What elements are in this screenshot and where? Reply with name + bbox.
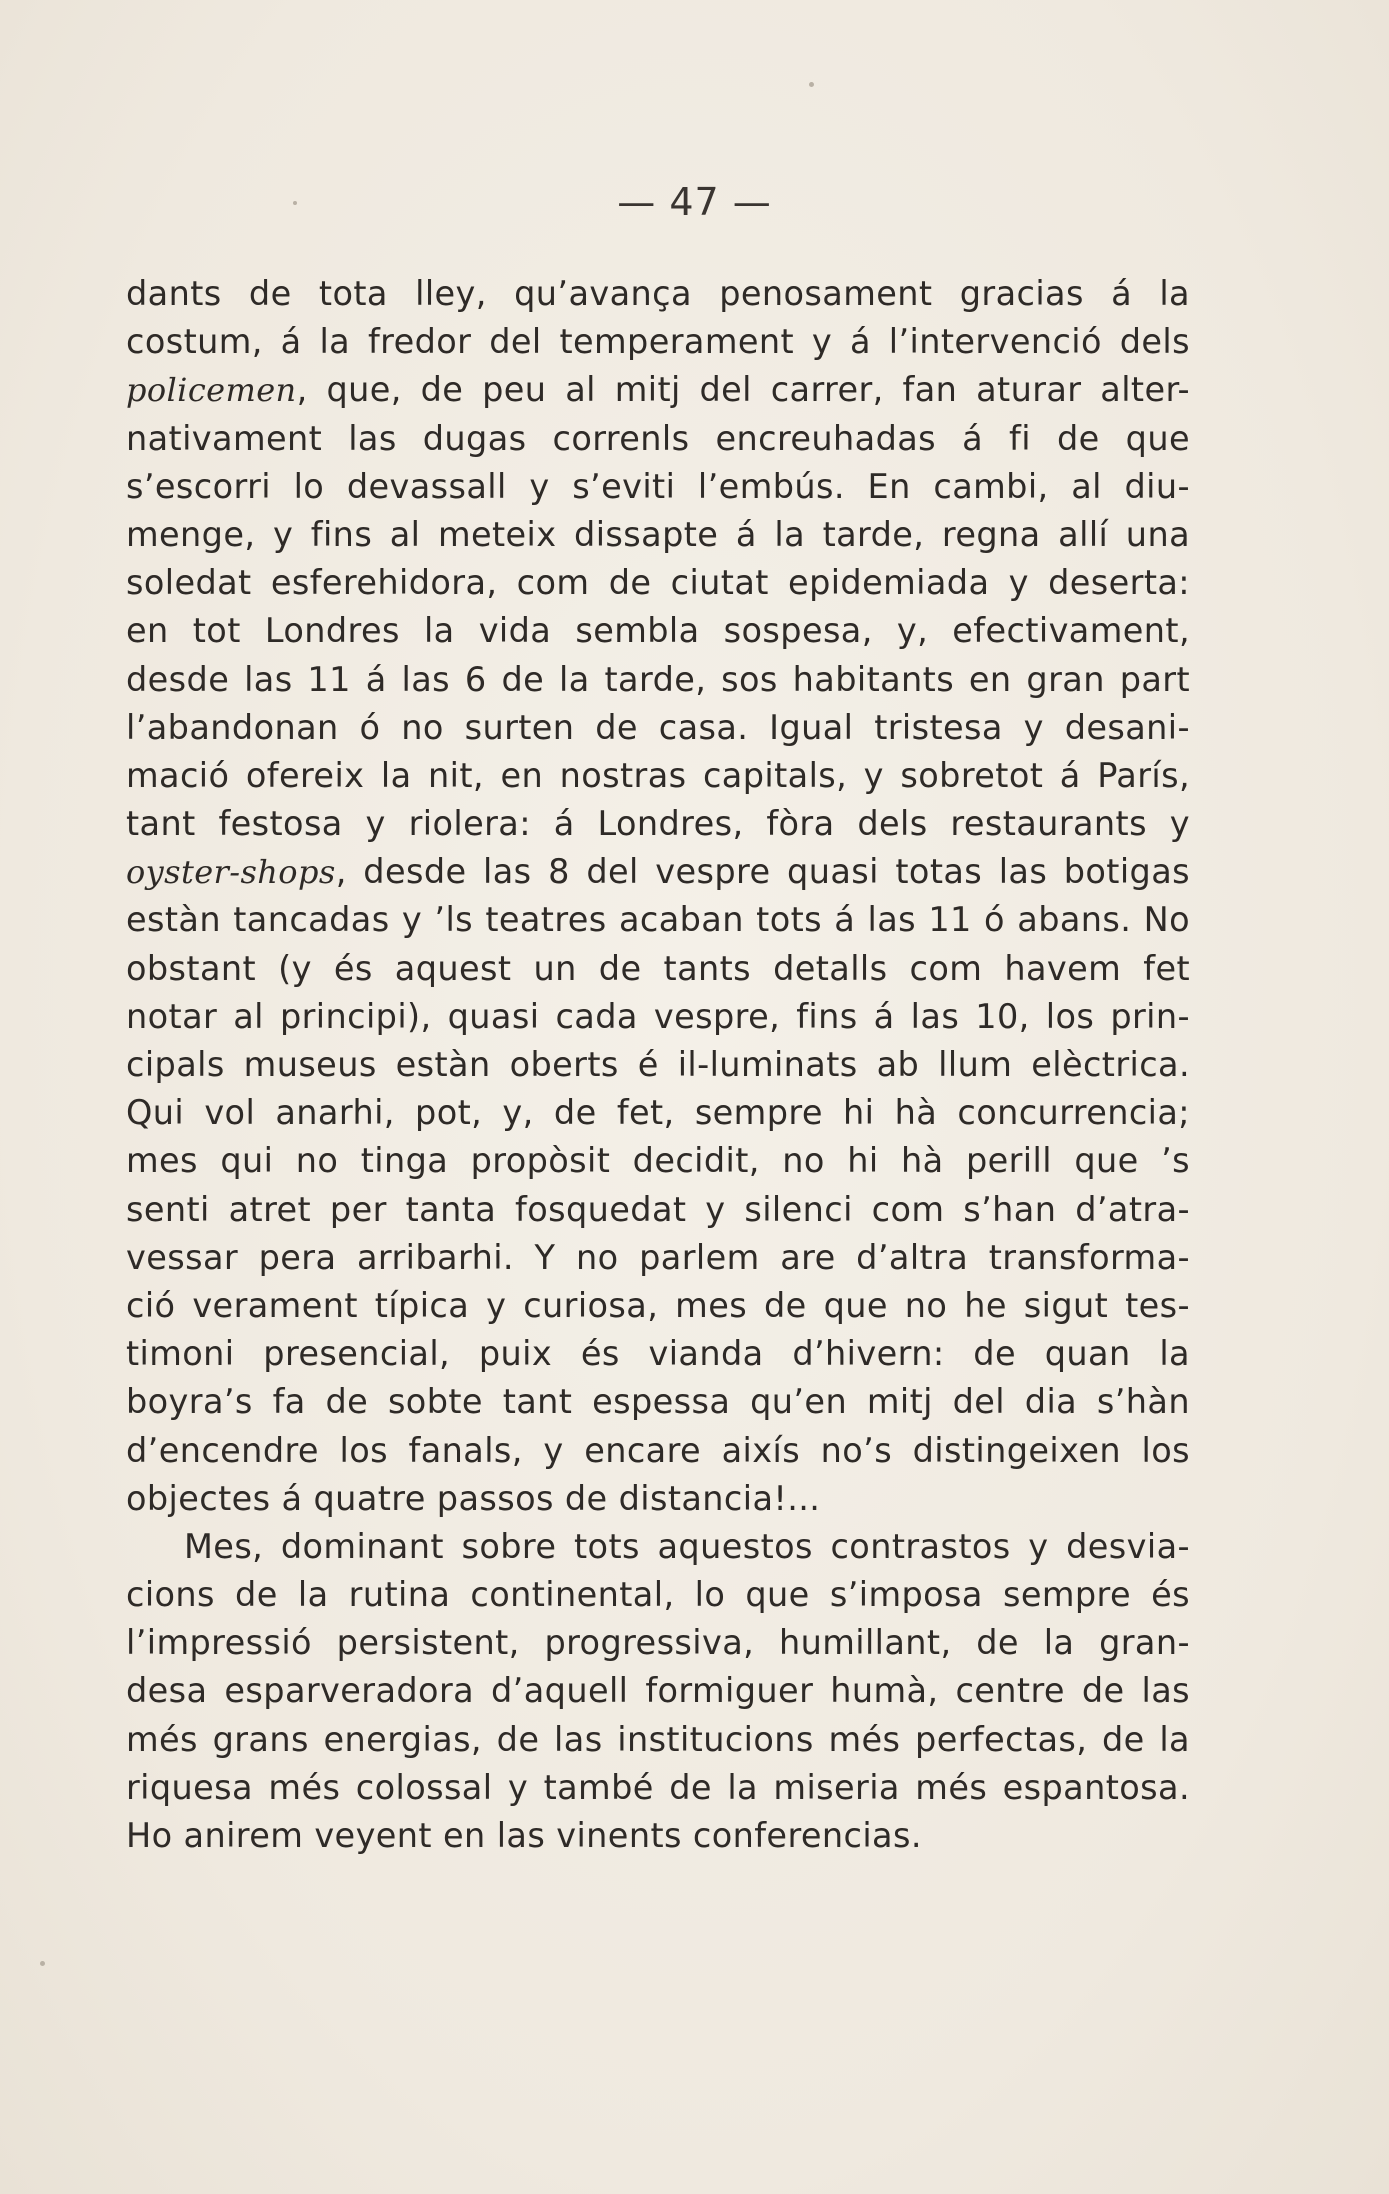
text-line: [126, 1764, 1190, 1812]
text-segment: ció verament típica y curiosa, mes de que no he sigut tes-: [126, 1285, 1190, 1325]
text-segment: senti atret per tanta fosquedat y silenci com s’han d’atra-: [126, 1189, 1190, 1229]
text-line: [126, 704, 1190, 752]
text-line: [126, 945, 1190, 993]
paper-speck: [40, 1961, 45, 1966]
text-segment: mes qui no tinga propòsit decidit, no hi hà perill que ’s: [126, 1141, 1190, 1181]
text-line: [126, 896, 1190, 944]
text-line: [126, 607, 1190, 655]
text-segment: dants de tota lley, qu’avança penosament gracias á la: [126, 274, 1190, 313]
text-segment: , desde las 8 del vespre quasi totas las botigas: [335, 852, 1190, 892]
text-line: [126, 1282, 1190, 1330]
text-line: [126, 1041, 1190, 1089]
text-segment: l’abandonan ó no surten de casa. Igual tristesa y desani-: [126, 707, 1190, 747]
text-segment: cipals museus estàn oberts é il-luminats ab llum elèctrica.: [126, 1045, 1190, 1084]
italic-term: oyster-shops: [126, 853, 336, 892]
text-segment: més grans energias, de las institucions més perfectas, de la: [126, 1719, 1190, 1759]
text-segment: s’escorri lo devassall y s’eviti l’embús. En cambi, al diu-: [126, 466, 1190, 506]
text-segment: l’impressió persistent, progressiva, humillant, de la gran-: [126, 1623, 1190, 1663]
text-segment: boyra’s fa de sobte tant espessa qu’en mitj del dia s’hàn: [126, 1382, 1190, 1422]
text-line: [126, 1378, 1190, 1426]
text-line: [126, 415, 1190, 463]
text-line: [126, 1475, 1190, 1523]
text-segment: menge, y fins al meteix dissapte á la tarde, regna allí una: [126, 514, 1190, 554]
text-line: [126, 270, 1190, 318]
text-segment: notar al principi), quasi cada vespre, fins á las 10, los prin-: [126, 996, 1190, 1036]
text-segment: objectes á quatre passos de distancia!...: [126, 1478, 821, 1518]
text-line: [126, 1186, 1190, 1234]
text-segment: soledat esferehidora, com de ciutat epidemiada y deserta:: [126, 563, 1190, 603]
text-line: [126, 559, 1190, 607]
text-segment: nativament las dugas correnls encreuhadas á fi de que: [126, 418, 1190, 458]
text-segment: en tot Londres la vida sembla sospesa, y, efectivament,: [126, 611, 1190, 651]
text-segment: costum, á la fredor del temperament y á l’intervenció dels: [126, 322, 1190, 362]
text-segment: d’encendre los fanals, y encare aixís no’s distingeixen los: [126, 1430, 1190, 1470]
text-line: [126, 1523, 1190, 1571]
text-line: [126, 800, 1190, 848]
text-line: [126, 1089, 1190, 1137]
page-number: — 47 —: [617, 180, 772, 224]
text-line: [126, 511, 1190, 559]
text-line: [126, 656, 1190, 704]
paper-speck: [809, 82, 814, 87]
text-segment: Mes, dominant sobre tots aquestos contrastos y desvia-: [184, 1526, 1190, 1566]
body-text: [126, 270, 1190, 1860]
text-line: [126, 1716, 1190, 1764]
text-line: [126, 1234, 1190, 1282]
text-segment: Qui vol anarhi, pot, y, de fet, sempre hi hà concurrencia;: [126, 1093, 1190, 1133]
text-segment: cions de la rutina continental, lo que s’imposa sempre és: [126, 1575, 1190, 1615]
text-segment: mació ofereix la nit, en nostras capitals, y sobretot á París,: [126, 755, 1190, 795]
text-line: [126, 1427, 1190, 1475]
text-segment: riquesa més colossal y també de la miseria més espantosa.: [126, 1767, 1190, 1807]
text-line: [126, 1571, 1190, 1619]
text-segment: estàn tancadas y ’ls teatres acaban tots á las 11 ó abans. No: [126, 900, 1190, 940]
text-line: [126, 752, 1190, 800]
text-segment: tant festosa y riolera: á Londres, fòra dels restaurants y: [126, 804, 1190, 844]
text-line: [126, 366, 1190, 414]
text-segment: timoni presencial, puix és vianda d’hivern: de quan la: [126, 1334, 1190, 1374]
text-line: [126, 463, 1190, 511]
text-segment: , que, de peu al mitj del carrer, fan aturar alter-: [296, 370, 1190, 410]
text-line: [126, 1667, 1190, 1715]
text-line: [126, 993, 1190, 1041]
text-segment: Ho anirem veyent en las vinents conferencias.: [126, 1816, 922, 1855]
text-segment: desde las 11 á las 6 de la tarde, sos habitants en gran part: [126, 659, 1190, 699]
text-line: [126, 1330, 1190, 1378]
text-segment: obstant (y és aquest un de tants detalls com havem fet: [126, 948, 1190, 988]
text-line: [126, 1619, 1190, 1667]
text-line: [126, 1812, 1190, 1860]
text-segment: desa esparveradora d’aquell formiguer humà, centre de las: [126, 1671, 1190, 1711]
text-segment: vessar pera arribarhi. Y no parlem are d’altra transforma-: [126, 1237, 1190, 1277]
text-line: [126, 1137, 1190, 1185]
text-line: [126, 848, 1190, 896]
text-line: [126, 318, 1190, 366]
italic-term: policemen: [126, 371, 297, 410]
